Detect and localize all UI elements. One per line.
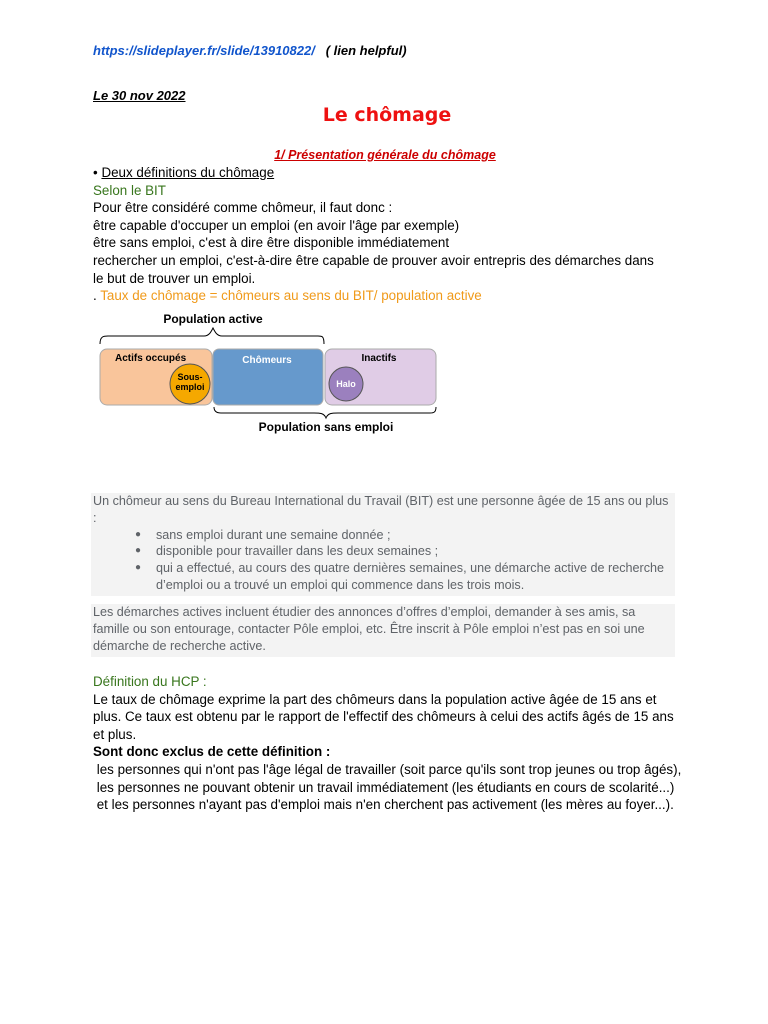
bullet-icon: ● (135, 545, 142, 557)
population-sans-emploi-label: Population sans emploi (258, 420, 394, 434)
exclus-heading: Sont donc exclus de cette définition : (93, 744, 331, 760)
chomeurs-label: Chômeurs (242, 355, 292, 366)
bit-definition-intro: Un chômeur au sens du Bureau International du Travail (BIT) est une personne âgée de 15 ans ou plus : (93, 494, 669, 525)
document-date: Le 30 nov 2022 (93, 88, 186, 103)
taux-formula: Taux de chômage = chômeurs au sens du BIT/ population active (100, 288, 482, 304)
sous-emploi-label: emploi (175, 382, 205, 392)
list-item: ● disponible pour travailler dans les deux semaines ; (135, 544, 439, 559)
exclus-item: les personnes qui n'ont pas l'âge légal de travailler (soit parce qu'ils sont trop jeunes ou trop âgés), (93, 761, 682, 777)
population-active-label: Population active (163, 312, 263, 326)
bullet-icon: ● (135, 528, 142, 540)
intro-block (93, 164, 693, 305)
intro-line: être sans emploi, c'est à dire être disponible immédiatement (93, 235, 450, 251)
definitions-line (93, 164, 693, 182)
bit-definition-box (91, 493, 675, 596)
inactifs-label: Inactifs (361, 353, 397, 364)
list-item: ● sans emploi durant une semaine donnée ; (135, 527, 391, 542)
selon-bit-heading: Selon le BIT (93, 182, 166, 198)
formula-line: . Taux de chômage = chômeurs au sens du BIT/ population active (93, 288, 482, 304)
sous-emploi-label: Sous- (177, 372, 203, 382)
halo-label: Halo (336, 379, 356, 389)
population-active-brace (100, 328, 324, 344)
link-note: ( lien helpful) (325, 43, 407, 58)
section-heading: 1/ Présentation générale du chômage (274, 148, 496, 162)
bullet-icon: • (93, 165, 98, 180)
hcp-block (93, 673, 688, 814)
population-sans-emploi-brace (214, 407, 436, 418)
population-diagram (96, 308, 446, 440)
hcp-heading: Définition du HCP : (93, 674, 207, 689)
exclus-item: et les personnes n'ayant pas d'emploi mais n'en cherchent pas activement (les mères au foyer...). (93, 797, 674, 813)
bullet-icon: ● (135, 562, 142, 574)
exclus-item: les personnes ne pouvant obtenir un travail immédiatement (les étudiants en cours de scolarité...) (93, 779, 675, 795)
intro-line: Pour être considéré comme chômeur, il faut donc : (93, 200, 393, 216)
page-title: Le chômage (322, 104, 452, 126)
list-item: ● qui a effectué, au cours des quatre dernières semaines, une démarche active de recherche d’emploi ou a trouvé un emploi qui commence dans les trois mois. (135, 561, 665, 592)
source-link-line (93, 43, 407, 58)
intro-line: être capable d'occuper un emploi (en avoir l'âge par exemple) (93, 217, 460, 233)
demarches-box (91, 604, 675, 657)
intro-line: rechercher un emploi, c'est-à-dire être capable de prouver avoir entrepris des démarches dans le but de trouver un emploi. (93, 252, 654, 286)
bit-criteria-list (91, 527, 675, 594)
demarches-text: Les démarches actives incluent étudier des annonces d’offres d’emploi, demander à ses amis, sa famille ou son entourage, contacter Pôle emploi, etc. Être inscrit à Pôle emploi n’est pas en soi une démarche de recherche active. (93, 605, 645, 653)
definitions-heading: Deux définitions du chômage (101, 165, 275, 180)
hcp-definition: Le taux de chômage exprime la part des chômeurs dans la population active âgée de 15 ans et plus. Ce taux est obtenu par le rapport de l'effectif des chômeurs à celui des actifs âgés de 15 ans et plus. (93, 691, 674, 742)
actifs-occupes-label: Actifs occupés (115, 353, 187, 364)
slideplayer-link[interactable]: https://slideplayer.fr/slide/13910822/ (93, 43, 315, 58)
